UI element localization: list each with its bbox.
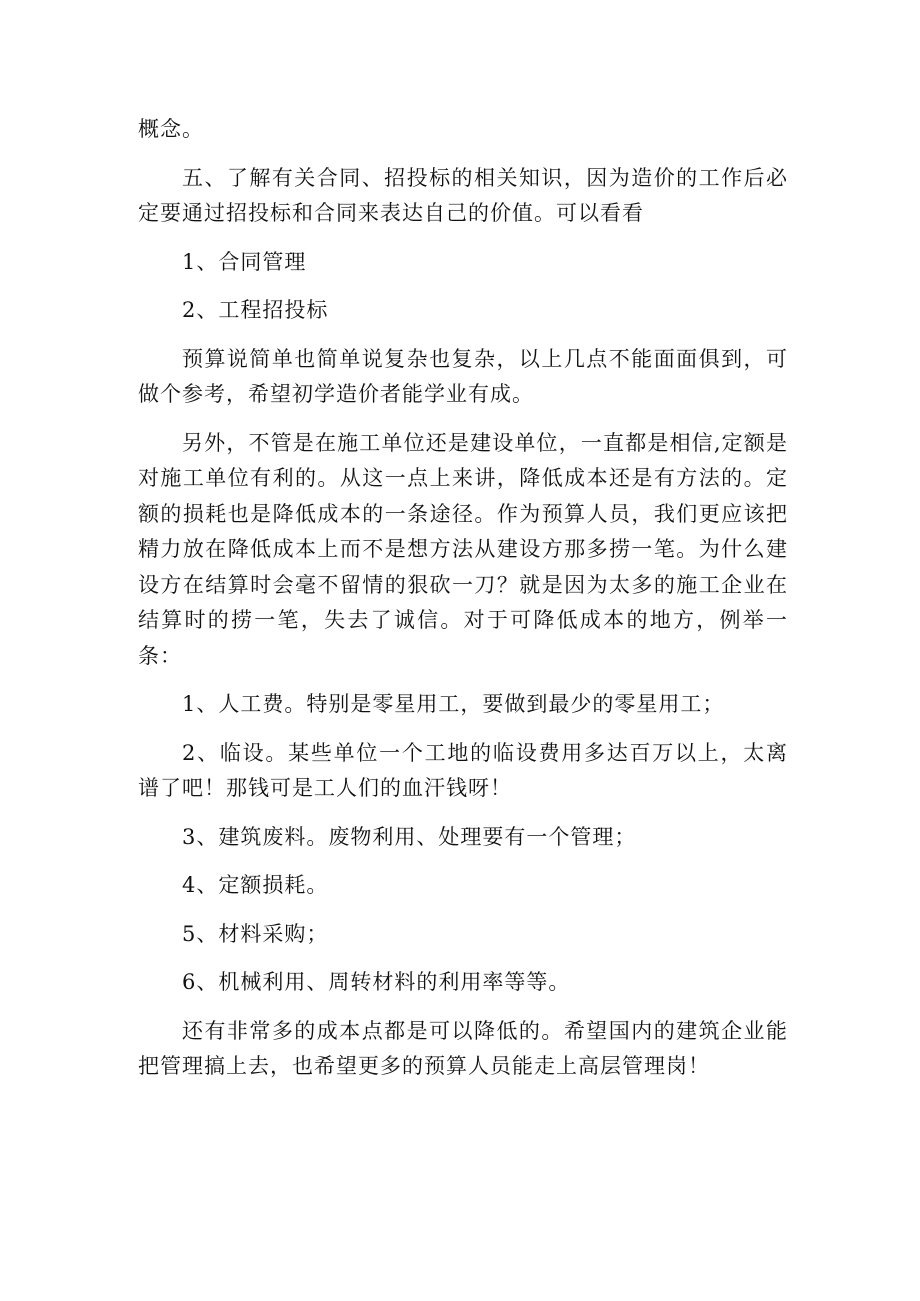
list-item-bidding: 2、工程招投标 xyxy=(182,298,329,322)
list-item-material-purchase: 5、材料采购； xyxy=(182,921,329,946)
paragraph-cost-reduction: 另外，不管是在施工单位还是建设单位，一直都是相信,定额是对施工单位有利的。从这一点上来讲，降低成本还是有方法的。定额的损耗也是降低成本的一条途径。作为预算人员，我们更应该把精力放在降低成本上而不是想方法从建设方那多捞一笔。为什么建设方在结算时会毫不留情的狠砍一刀？就是因为太多的施工企业在结算时的捞一笔，失去了诚信。对于可降低成本的地方，例举一条： xyxy=(138,430,788,668)
document-page xyxy=(138,112,788,1085)
list-item-contract-management: 1、合同管理 xyxy=(182,249,307,274)
list-item-temporary-facilities: 2、临设。某些单位一个工地的临设费用多达百万以上，太离谱了吧！那钱可是工人们的血汗钱呀！ xyxy=(138,740,788,800)
list-item-machinery-usage: 6、机械利用、周转材料的利用率等等。 xyxy=(182,970,571,994)
paragraph-conclusion: 还有非常多的成本点都是可以降低的。希望国内的建筑企业能把管理搞上去，也希望更多的预算人员能走上高层管理岗！ xyxy=(138,1018,788,1078)
list-item-quota-loss: 4、定额损耗。 xyxy=(182,873,329,897)
paragraph-budget-summary: 预算说简单也简单说复杂也复杂，以上几点不能面面俱到，可做个参考，希望初学造价者能学业有成。 xyxy=(138,346,788,406)
paragraph-continuation: 概念。 xyxy=(138,117,204,141)
list-item-labor-cost: 1、人工费。特别是零星用工，要做到最少的零星用工； xyxy=(182,692,725,716)
paragraph-section-five: 五、了解有关合同、招投标的相关知识，因为造价的工作后必定要通过招投标和合同来表达自己的价值。可以看看 xyxy=(138,165,788,225)
list-item-construction-waste: 3、建筑废料。废物利用、处理要有一个管理； xyxy=(182,824,637,849)
